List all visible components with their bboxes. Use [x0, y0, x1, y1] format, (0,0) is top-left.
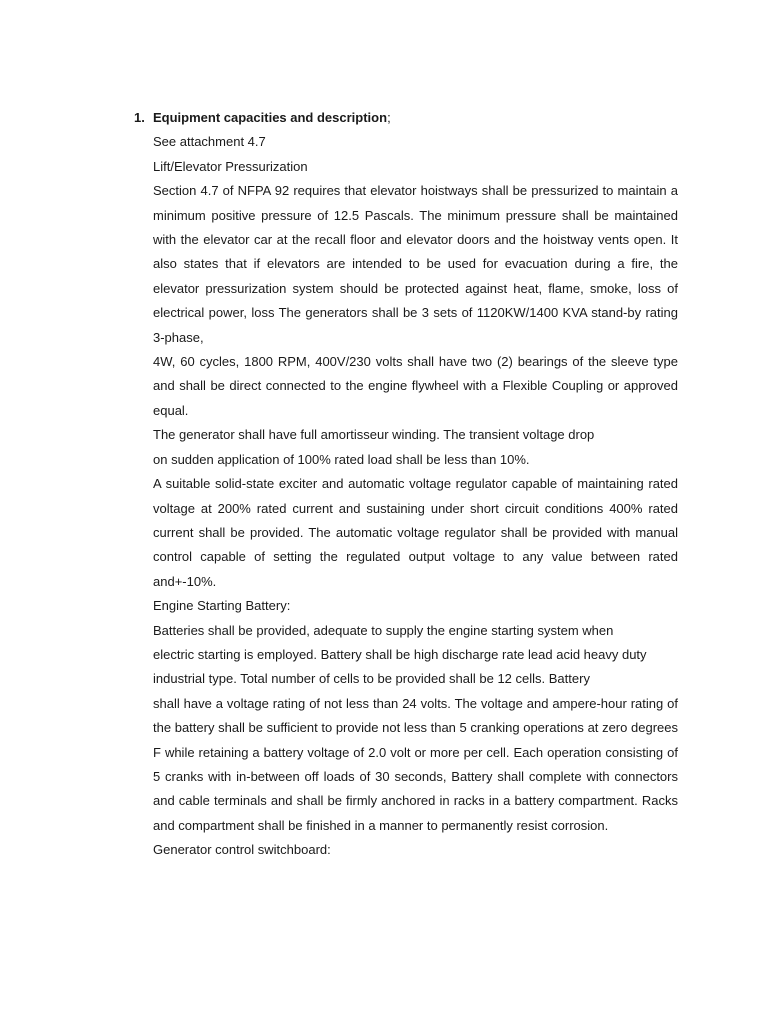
section-number: 1. [134, 110, 145, 125]
section-title: Equipment capacities and description [153, 110, 388, 125]
paragraph-amortisseur-winding: The generator shall have full amortisseur winding. The transient voltage drop [153, 427, 595, 443]
paragraph-nfpa-requirements: Section 4.7 of NFPA 92 requires that elevator hoistways shall be pressurized to maintain a minimum positive pressure of 12.5 Pascals. The minimum pressure shall be maintained with the elevator car at the recall floor and elevator doors and the hoistway vents open. It also states that if elevators are intended to be used for evacuation during a fire, the elevator pressurization system should be protected against heat, flame, smoke, loss of electrical power, loss The generators shall be 3 sets of 1120KW/1400 KVA stand-by rating 3-phase, [153, 183, 678, 345]
paragraph-battery-rating: shall have a voltage rating of not less than 24 volts. The voltage and ampere-hour rating of the battery shall be sufficient to provide not less than 5 cranking operations at zero degrees F while retaining a battery voltage of 2.0 volt or more per cell. Each operation consisting of 5 cranks with in-between off loads of 30 seconds, Battery shall complete with connectors and cable terminals and shall be firmly anchored in racks in a battery compartment. Racks and compartment shall be finished in a manner to permanently resist corrosion. [153, 695, 678, 833]
attachment-reference: See attachment 4.7 [153, 134, 266, 150]
section-title-suffix: ; [387, 110, 391, 125]
paragraph-battery-line-3: industrial type. Total number of cells to be provided shall be 12 cells. Battery [153, 671, 590, 687]
section-heading [134, 106, 678, 130]
paragraph-voltage-regulator: A suitable solid-state exciter and automatic voltage regulator capable of maintaining rated voltage at 200% rated current and sustaining under short circuit conditions 400% rated current shall be provided. The automatic voltage regulator shall be provided with manual control capable of setting the regulated output voltage to any value between rated and+-10%. [153, 476, 678, 589]
paragraph-battery-line-2: electric starting is employed. Battery shall be high discharge rate lead acid heavy duty [153, 646, 647, 662]
paragraph-generator-specs: 4W, 60 cycles, 1800 RPM, 400V/230 volts shall have two (2) bearings of the sleeve type and shall be direct connected to the engine flywheel with a Flexible Coupling or approved equal. [153, 354, 678, 418]
subsection-title-elevator-pressurization: Lift/Elevator Pressurization [153, 158, 308, 174]
subsection-title-generator-control-switchboard: Generator control switchboard: [153, 842, 331, 858]
paragraph-battery-line-1: Batteries shall be provided, adequate to supply the engine starting system when [153, 622, 614, 638]
subsection-title-engine-starting-battery: Engine Starting Battery: [153, 598, 291, 614]
document-body [134, 106, 678, 863]
paragraph-voltage-drop: on sudden application of 100% rated load shall be less than 10%. [153, 451, 530, 467]
